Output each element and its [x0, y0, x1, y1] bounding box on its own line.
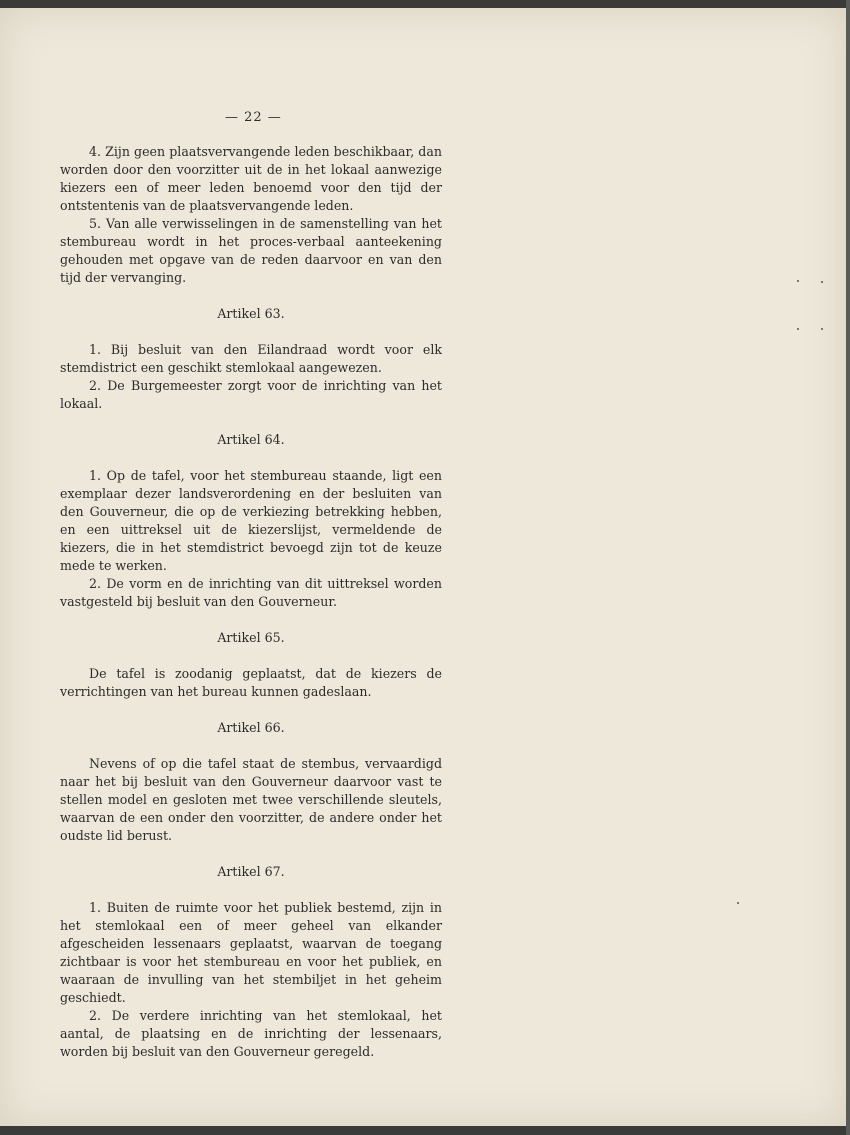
paper-speck	[821, 281, 823, 283]
paper-speck	[821, 328, 823, 330]
article-heading: Artikel 63.	[217, 306, 285, 321]
sheet-edge	[846, 0, 850, 1135]
paragraph: 2. De verdere inrichting van het stemlokaal, het aantal, de plaatsing en de inrichting der lessenaars, worden bij besluit van den Gouverneur geregeld.	[60, 1008, 442, 1059]
paragraph: 4. Zijn geen plaatsvervangende leden beschikbaar, dan worden door den voorzitter uit de in het lokaal aanwezige kiezers een of meer leden benoemd voor den tijd der ontstentenis van de plaatsvervangende leden.	[60, 144, 442, 213]
paragraph: De tafel is zoodanig geplaatst, dat de kiezers de verrichtingen van het bureau kunnen gadeslaan.	[60, 666, 442, 699]
paragraph: 1. Buiten de ruimte voor het publiek bestemd, zijn in het stemlokaal een of meer geheel van elkander afgescheiden lessenaars geplaatst, waarvan de toegang zichtbaar is voor het stembureau en voor het publiek, en waaraan de invulling van het stembiljet in het geheim geschiedt.	[60, 900, 442, 1005]
document-page	[0, 8, 846, 1126]
paper-speck	[737, 902, 739, 904]
paragraph: 1. Bij besluit van den Eilandraad wordt voor elk stemdistrict een geschikt stemlokaal aangewezen.	[60, 342, 442, 375]
paper-speck	[797, 328, 799, 330]
article-heading: Artikel 65.	[217, 630, 285, 645]
article-heading: Artikel 64.	[217, 432, 285, 447]
page-number: — 22 —	[225, 110, 282, 125]
article-heading: Artikel 67.	[217, 864, 285, 879]
paper-speck	[797, 280, 799, 282]
paragraph: 2. De vorm en de inrichting van dit uittreksel worden vastgesteld bij besluit van den Gouverneur.	[60, 576, 442, 609]
paragraph: 5. Van alle verwisselingen in de samenstelling van het stembureau wordt in het proces-verbaal aanteekening gehouden met opgave van de reden daarvoor en van den tijd der vervanging.	[60, 216, 442, 285]
paragraph: Nevens of op die tafel staat de stembus, vervaardigd naar het bij besluit van den Gouverneur daarvoor vast te stellen model en gesloten met twee verschillende sleutels, waarvan de een onder den voorzitter, de andere onder het oudste lid berust.	[60, 756, 442, 843]
paragraph: 2. De Burgemeester zorgt voor de inrichting van het lokaal.	[60, 378, 442, 411]
article-heading: Artikel 66.	[217, 720, 285, 735]
article-body	[60, 143, 442, 1061]
paragraph: 1. Op de tafel, voor het stembureau staande, ligt een exemplaar dezer landsverordening en der besluiten van den Gouverneur, die op de verkiezing betrekking hebben, en een uittreksel uit de kiezerslijst, vermeldende de kiezers, die in het stemdistrict bevoegd zijn tot de keuze mede te werken.	[60, 468, 442, 573]
